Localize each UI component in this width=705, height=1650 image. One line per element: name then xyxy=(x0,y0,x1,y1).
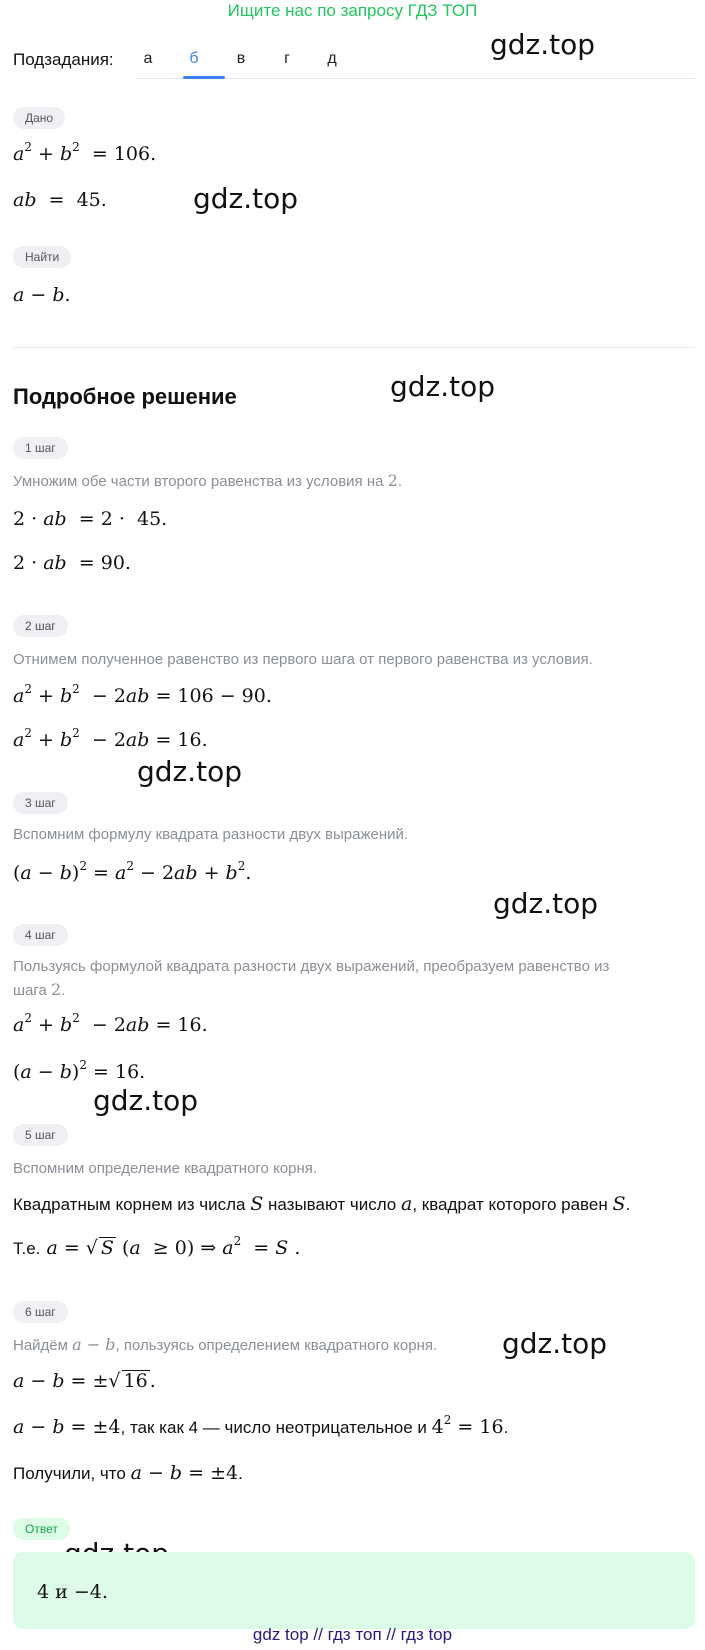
section-divider xyxy=(13,347,695,348)
given-line-2: ab = 45. xyxy=(13,189,107,211)
answer-box xyxy=(13,1552,695,1629)
step-5-desc: Вспомним определение квадратного корня. xyxy=(13,1160,318,1177)
step-4-chip: 4 шаг xyxy=(13,924,68,946)
watermark: gdz.top xyxy=(193,182,299,215)
step-4-line-1: $a^2 + b^2 - 2ab = 16$. xyxy=(13,1011,208,1036)
find-chip: Найти xyxy=(13,246,71,268)
step-4-desc-line-2: шага 2. xyxy=(13,980,66,999)
step-5-definition: Квадратным корнем из числа S называют число a, квадрат которого равен S. xyxy=(13,1193,631,1215)
step-1-line-2: 2 · ab = 90. xyxy=(13,552,131,574)
watermark: gdz.top xyxy=(493,887,599,920)
solution-title: Подробное решение xyxy=(13,384,237,409)
given-chip: Дано xyxy=(13,107,65,129)
promo-banner[interactable]: Ищите нас по запросу ГДЗ ТОП xyxy=(227,1,478,20)
watermark: gdz.top xyxy=(390,370,496,403)
step-1-desc: Умножим обе части второго равенства из условия на 2. xyxy=(13,471,402,490)
step-2-desc: Отнимем полученное равенство из первого шага от первого равенства из условия. xyxy=(13,651,593,668)
step-2-chip: 2 шаг xyxy=(13,615,68,637)
step-2-line-2: $a^2 + b^2 - 2ab = 16$. xyxy=(13,726,208,751)
step-1-line-1: 2 · ab = 2 · 45. xyxy=(13,508,168,530)
step-6-line-1: a − b = ±√ 16 . xyxy=(13,1370,156,1392)
step-2-line-1: $a^2 + b^2 - 2ab = 106 - 90$. xyxy=(13,682,272,707)
tab-v[interactable]: в xyxy=(236,50,246,67)
step-1-chip: 1 шаг xyxy=(13,437,68,459)
active-tab-indicator xyxy=(183,76,225,79)
step-6-line-2: a − b = ±4, так как 4 — число неотрицательное и $4^2 = 16$. xyxy=(13,1413,509,1438)
step-5-formula: Т.е. a = √ S (a ≥ 0) ⇒ $a^2 = S$ . xyxy=(13,1234,301,1259)
step-4-desc-line-1: Пользуясь формулой квадрата разности двух выражений, преобразуем равенство из xyxy=(13,958,610,975)
answer-chip: Ответ xyxy=(13,1518,70,1540)
step-3-line-1: $(a - b)^2 = a^2 - 2ab + b^2$. xyxy=(13,859,252,884)
watermark: gdz.top xyxy=(502,1327,608,1360)
watermark: gdz.top xyxy=(93,1084,199,1117)
find-line: a − b. xyxy=(13,284,71,306)
tab-g[interactable]: г xyxy=(284,50,290,67)
tab-b[interactable]: б xyxy=(189,50,199,67)
tab-d[interactable]: д xyxy=(327,50,337,67)
footer-links[interactable]: gdz top // гдз топ // гдз top xyxy=(252,1625,453,1644)
watermark: gdz.top xyxy=(490,28,596,61)
step-4-line-2: $(a - b)^2 = 16$. xyxy=(13,1058,146,1083)
step-5-chip: 5 шаг xyxy=(13,1124,68,1146)
watermark: gdz.top xyxy=(137,755,243,788)
step-6-desc: Найдём a − b, пользуясь определением квадратного корня. xyxy=(13,1335,438,1354)
step-6-chip: 6 шаг xyxy=(13,1301,68,1323)
answer-value: 4 и −4. xyxy=(37,1581,108,1603)
step-6-result: Получили, что a − b = ±4. xyxy=(13,1462,243,1484)
subtasks-label: Подзадания: xyxy=(13,50,114,69)
step-3-chip: 3 шаг xyxy=(13,792,68,814)
given-line-1: $a^2 + b^2 = 106$. xyxy=(13,140,157,165)
step-3-desc: Вспомним формулу квадрата разности двух выражений. xyxy=(13,826,409,843)
tab-a[interactable]: а xyxy=(143,50,153,67)
